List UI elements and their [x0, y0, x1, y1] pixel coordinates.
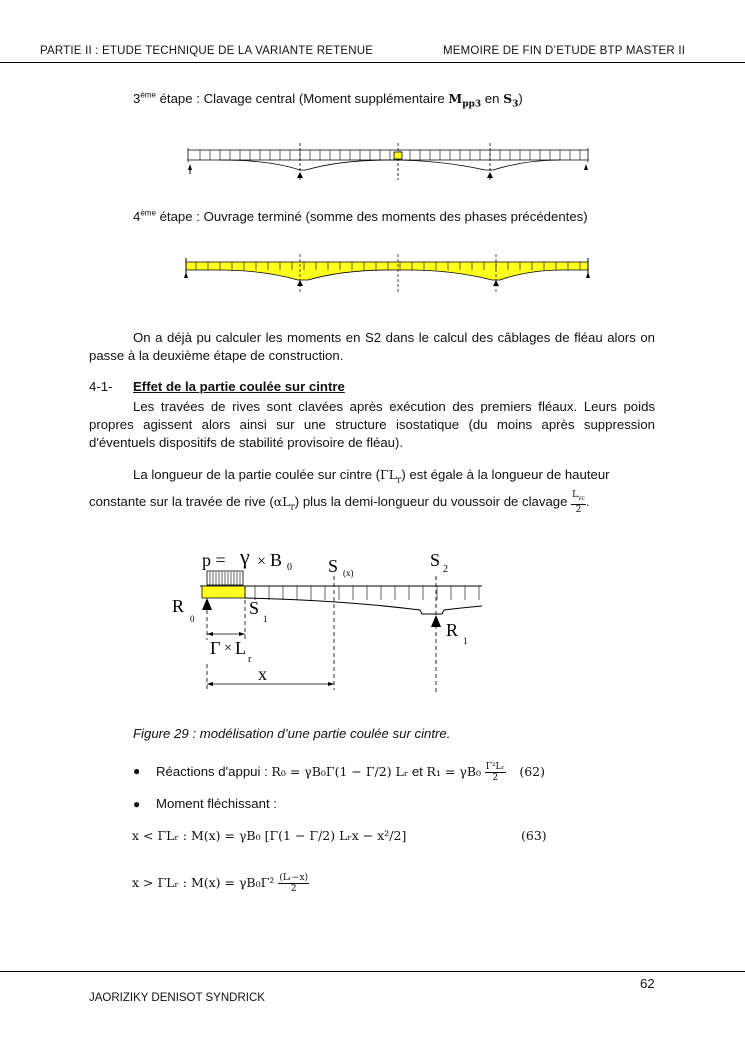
svg-text:r: r	[248, 654, 252, 665]
label-gamma-lr: Γ	[210, 638, 221, 658]
completed-structure-fill	[186, 262, 588, 280]
svg-text:S: S	[328, 556, 339, 576]
support-r0-arrow	[202, 598, 212, 610]
figure-caption: Figure 29 : modélisation d’une partie coulée sur cintre.	[133, 726, 451, 741]
label-x: x	[258, 664, 267, 684]
header-rule	[0, 62, 745, 63]
load-label-p: p =	[202, 550, 226, 570]
header-left: PARTIE II : ETUDE TECHNIQUE DE LA VARIANTE RETENUE	[40, 45, 374, 57]
svg-text:0: 0	[287, 562, 292, 573]
footer-rule	[0, 971, 745, 972]
label-r0: R	[172, 596, 185, 616]
clavage-central-block	[394, 152, 402, 159]
step4-heading: 4ème étape : Ouvrage terminé (somme des moments des phases précédentes)	[133, 208, 588, 224]
paragraph-longueur-cintre: La longueur de la partie coulée sur cintre $(\Gamma L_r)$ est égale à la longueur de hauteur	[133, 467, 610, 486]
svg-text:×: ×	[257, 553, 267, 570]
diagram-step4	[178, 252, 598, 297]
cast-on-centering-part	[202, 586, 245, 598]
footer-author: JAORIZIKY DENISOT SYNDRICK	[89, 992, 265, 1004]
equation-63-number: (63)	[521, 828, 547, 843]
svg-text:0: 0	[190, 614, 195, 624]
bullet-dot: ●	[133, 764, 141, 778]
svg-text:(x): (x)	[343, 568, 354, 578]
header-right: MEMOIRE DE FIN D’ETUDE BTP MASTER II	[443, 45, 686, 57]
support-r1-arrow	[431, 615, 441, 627]
svg-text:2: 2	[443, 564, 448, 575]
svg-text:×: ×	[224, 641, 232, 656]
paragraph-moments-s2: On a déjà pu calculer les moments en S2 dans le calcul des câblages de fléau alors on passe à la deuxième étape de construction.	[89, 330, 655, 363]
section-number: 4-1-	[89, 379, 113, 394]
svg-text:B: B	[270, 550, 283, 570]
svg-text:S: S	[430, 550, 441, 570]
label-r1: R	[446, 620, 459, 640]
label-s1: S	[249, 598, 260, 618]
svg-text:L: L	[235, 638, 246, 658]
paragraph-travees-rives: Les travées de rives sont clavées après exécution des premiers fléaux. Leurs poids propres agissent alors ainsi sur une structure isostatique (du moins après suppression d'éventuels dispositifs de stabilité provisoire de fléau).	[89, 399, 655, 450]
equation-64: x > ΓLᵣ : M(x) = γB₀Γ² $\frac{\text{(Lᵣ−x)}}{2}$	[132, 873, 309, 894]
svg-text:1: 1	[263, 614, 268, 624]
diagram-step3	[180, 140, 595, 185]
page-number: 62	[640, 976, 655, 991]
svg-text:1: 1	[463, 636, 468, 646]
section-title: Effet de la partie coulée sur cintre	[133, 379, 345, 394]
gamma-symbol: γ	[240, 544, 250, 569]
bullet-moment: Moment fléchissant :	[156, 796, 277, 811]
bullet-reactions: Réactions d'appui : R₀ = γB₀Γ(1 − Γ/2) Lᵣ et R₁ = γB₀ $\frac{\text{Γ²Lᵣ}}{2}$ (62)	[156, 762, 546, 783]
equation-63: x < ΓLᵣ : M(x) = γB₀ [Γ(1 − Γ/2) Lᵣx − x²/2]	[132, 828, 407, 843]
paragraph-longueur-cintre-line2: constante sur la travée de rive $(\alpha L_r)$ plus la demi-longueur du voussoir de clavage $\frac{L_{vc}}{2}$ .	[89, 490, 590, 515]
figure-29-diagram	[160, 540, 490, 700]
step3-heading: 3ème étape : Clavage central (Moment supplémentaire $M_{pp3}$ en $S_3$)	[133, 90, 523, 110]
bullet-dot-2: ●	[133, 797, 141, 811]
